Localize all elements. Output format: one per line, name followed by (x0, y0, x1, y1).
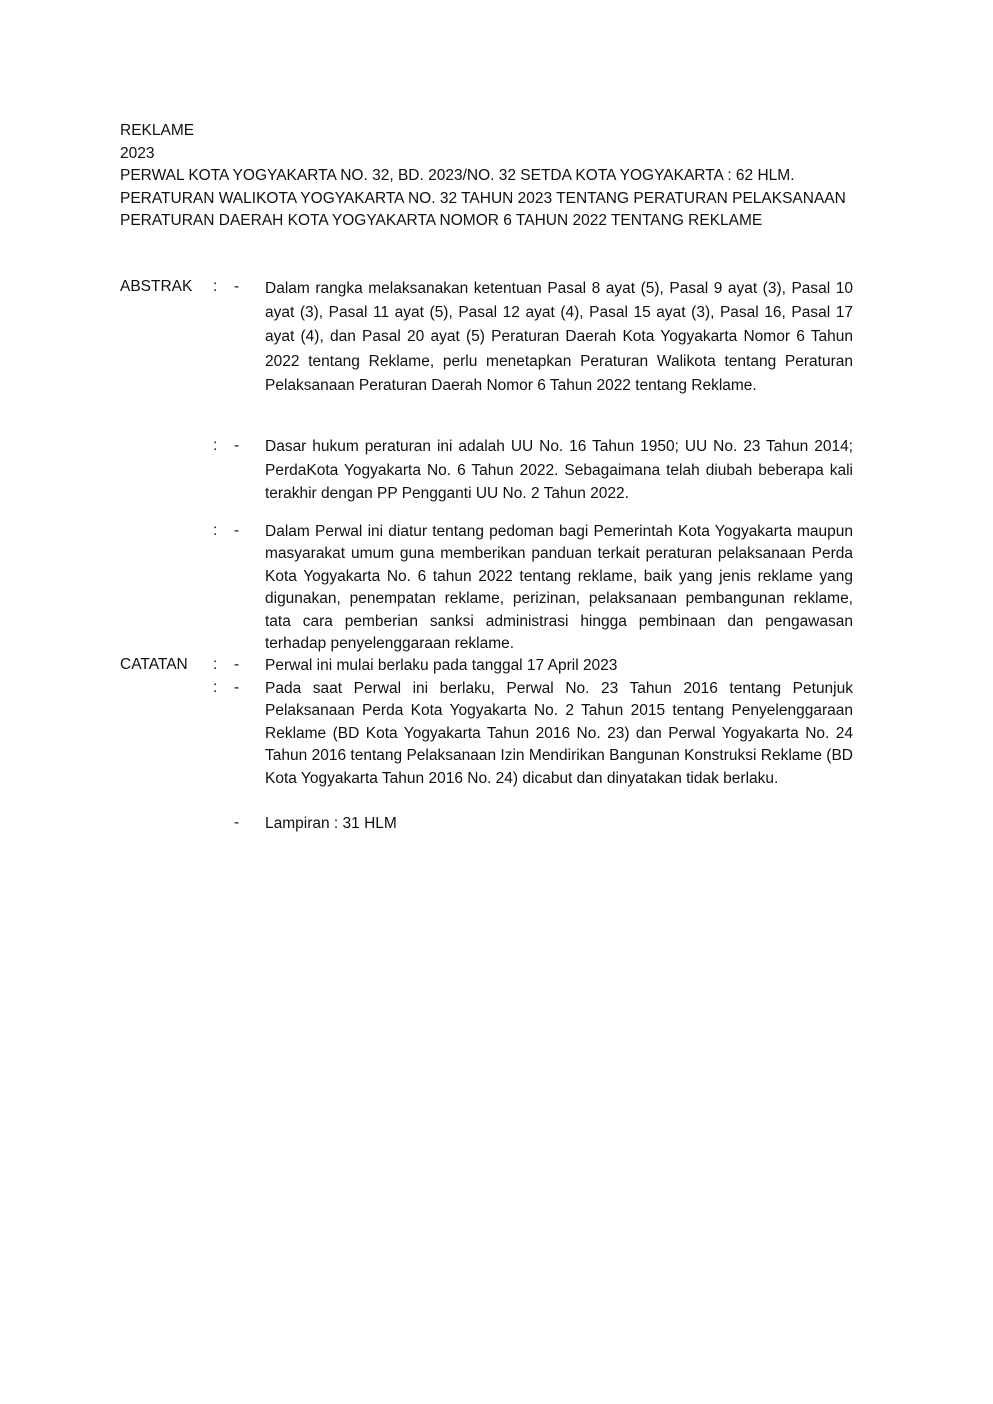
abstrak-dash-3: - (234, 522, 240, 539)
abstrak-paragraph-1: Dalam rangka melaksanakan ketentuan Pasal 8 ayat (5), Pasal 9 ayat (3), Pasal 10 ayat (3), Pasal 11 ayat (5), Pasal 12 ayat (4), Pasal 15 ayat (3), Pasal 16, Pasal 17 ayat (4), dan Pasal 20 ayat (5) Peraturan Daerah Kota Yogyakarta Nomor 6 Tahun 2022 tentang Reklame, perlu menetapkan Peraturan Walikota tentang Peraturan Pelaksanaan Peraturan Daerah Nomor 6 Tahun 2022 tentang Reklame. (265, 280, 853, 394)
catatan-dash-2: - (234, 679, 240, 696)
catatan-colon-1: : (213, 656, 218, 673)
category-line: REKLAME (120, 122, 195, 139)
catatan-label: CATATAN (120, 656, 188, 673)
year-line: 2023 (120, 144, 155, 162)
catatan-dash-3: - (234, 814, 240, 831)
abstrak-dash-1: - (234, 278, 240, 295)
title-line-1: PERATURAN WALIKOTA YOGYAKARTA NO. 32 TAHUN 2023 TENTANG PERATURAN PELAKSANAAN (120, 189, 846, 207)
abstrak-label: ABSTRAK (120, 278, 193, 295)
catatan-item-2: Pada saat Perwal ini berlaku, Perwal No. 23 Tahun 2016 tentang Petunjuk Pelaksanaan Perda Kota Yogyakarta No. 2 Tahun 2015 tentang Penyelenggaraan Reklame (BD Kota Yogyakarta Tahun 2016 No. 23) dan Perwal Yogyakarta No. 24 Tahun 2016 tentang Pelaksanaan Izin Mendirikan Bangunan Konstruksi Reklame (BD Kota Yogyakarta Tahun 2016 No. 24) dicabut dan dinyatakan tidak berlaku. (265, 680, 853, 787)
source-line: PERWAL KOTA YOGYAKARTA NO. 32, BD. 2023/NO. 32 SETDA KOTA YOGYAKARTA : 62 HLM. (120, 167, 795, 185)
abstrak-colon-1: : (213, 278, 218, 295)
abstrak-paragraph-2: Dasar hukum peraturan ini adalah UU No. 16 Tahun 1950; UU No. 23 Tahun 2014; PerdaKota Yogyakarta No. 6 Tahun 2022. Sebagaimana telah diubah beberapa kali terakhir dengan PP Pengganti UU No. 2 Tahun 2022. (265, 438, 853, 503)
catatan-dash-1: - (234, 656, 240, 673)
catatan-colon-2: : (213, 679, 218, 696)
catatan-item-3: Lampiran : 31 HLM (265, 815, 397, 832)
abstrak-paragraph-3: Dalam Perwal ini diatur tentang pedoman bagi Pemerintah Kota Yogyakarta maupun masyarakat umum guna memberikan panduan terkait peraturan pelaksanaan Perda Kota Yogyakarta No. 6 tahun 2022 tentang reklame, baik yang jenis reklame yang digunakan, penempatan reklame, perizinan, pelaksanaan pembangunan reklame, tata cara pemberian sanksi administrasi hingga pembinaan dan pengawasan terhadap penyelenggaraan reklame. (265, 523, 853, 653)
document-header (120, 120, 860, 233)
abstrak-colon-2: : (213, 437, 218, 454)
abstrak-colon-3: : (213, 522, 218, 539)
catatan-item-1: Perwal ini mulai berlaku pada tanggal 17 April 2023 (265, 657, 618, 674)
abstrak-dash-2: - (234, 437, 240, 454)
title-line-2: PERATURAN DAERAH KOTA YOGYAKARTA NOMOR 6 TAHUN 2022 TENTANG REKLAME (120, 212, 763, 230)
